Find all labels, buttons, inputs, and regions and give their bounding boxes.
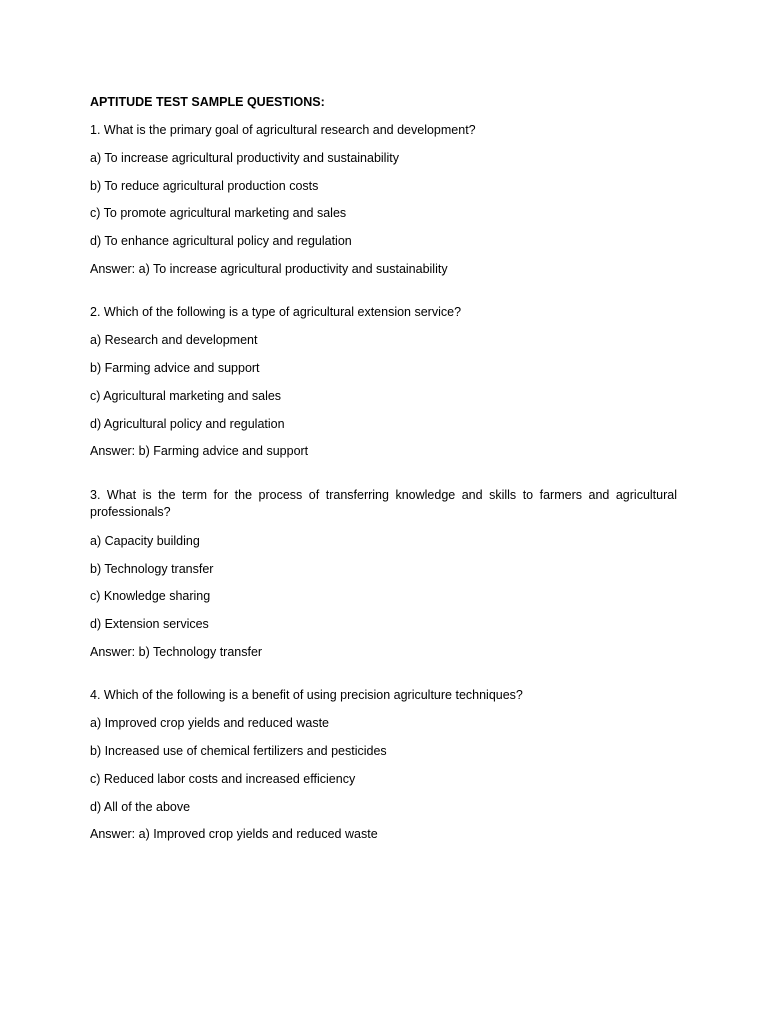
document-page bbox=[90, 94, 677, 854]
option-4d: d) All of the above bbox=[90, 799, 191, 814]
option-2b: b) Farming advice and support bbox=[90, 361, 260, 376]
question-text-4: 4. Which of the following is a benefit of using precision agriculture techniques? bbox=[90, 688, 523, 703]
option-2c: c) Agricultural marketing and sales bbox=[90, 388, 282, 403]
option-3b: b) Technology transfer bbox=[90, 561, 214, 576]
option-1b: b) To reduce agricultural production costs bbox=[90, 178, 319, 193]
question-block-2 bbox=[90, 304, 677, 459]
question-block-1 bbox=[90, 122, 677, 277]
option-4a: a) Improved crop yields and reduced waste bbox=[90, 716, 330, 731]
question-text-3: 3. What is the term for the process of transferring knowledge and skills to farmers and agricultural professionals? bbox=[90, 487, 677, 519]
option-1a: a) To increase agricultural productivity and sustainability bbox=[90, 150, 399, 165]
option-3d: d) Extension services bbox=[90, 617, 209, 632]
answer-1: Answer: a) To increase agricultural productivity and sustainability bbox=[90, 261, 448, 276]
question-block-4 bbox=[90, 687, 677, 842]
option-4c: c) Reduced labor costs and increased efficiency bbox=[90, 771, 356, 786]
option-1d: d) To enhance agricultural policy and regulation bbox=[90, 234, 352, 249]
option-2d: d) Agricultural policy and regulation bbox=[90, 416, 285, 431]
question-text-1: 1. What is the primary goal of agricultural research and development? bbox=[90, 123, 476, 137]
option-1c: c) To promote agricultural marketing and sales bbox=[90, 206, 347, 221]
option-2a: a) Research and development bbox=[90, 333, 258, 348]
answer-2: Answer: b) Farming advice and support bbox=[90, 444, 309, 459]
question-block-3 bbox=[90, 487, 677, 660]
option-4b: b) Increased use of chemical fertilizers and pesticides bbox=[90, 744, 387, 759]
question-text-2: 2. Which of the following is a type of agricultural extension service? bbox=[90, 305, 462, 320]
answer-3: Answer: b) Technology transfer bbox=[90, 644, 263, 659]
document-title: APTITUDE TEST SAMPLE QUESTIONS: bbox=[90, 95, 325, 109]
answer-4: Answer: a) Improved crop yields and reduced waste bbox=[90, 827, 378, 842]
option-3a: a) Capacity building bbox=[90, 533, 200, 548]
option-3c: c) Knowledge sharing bbox=[90, 589, 211, 604]
